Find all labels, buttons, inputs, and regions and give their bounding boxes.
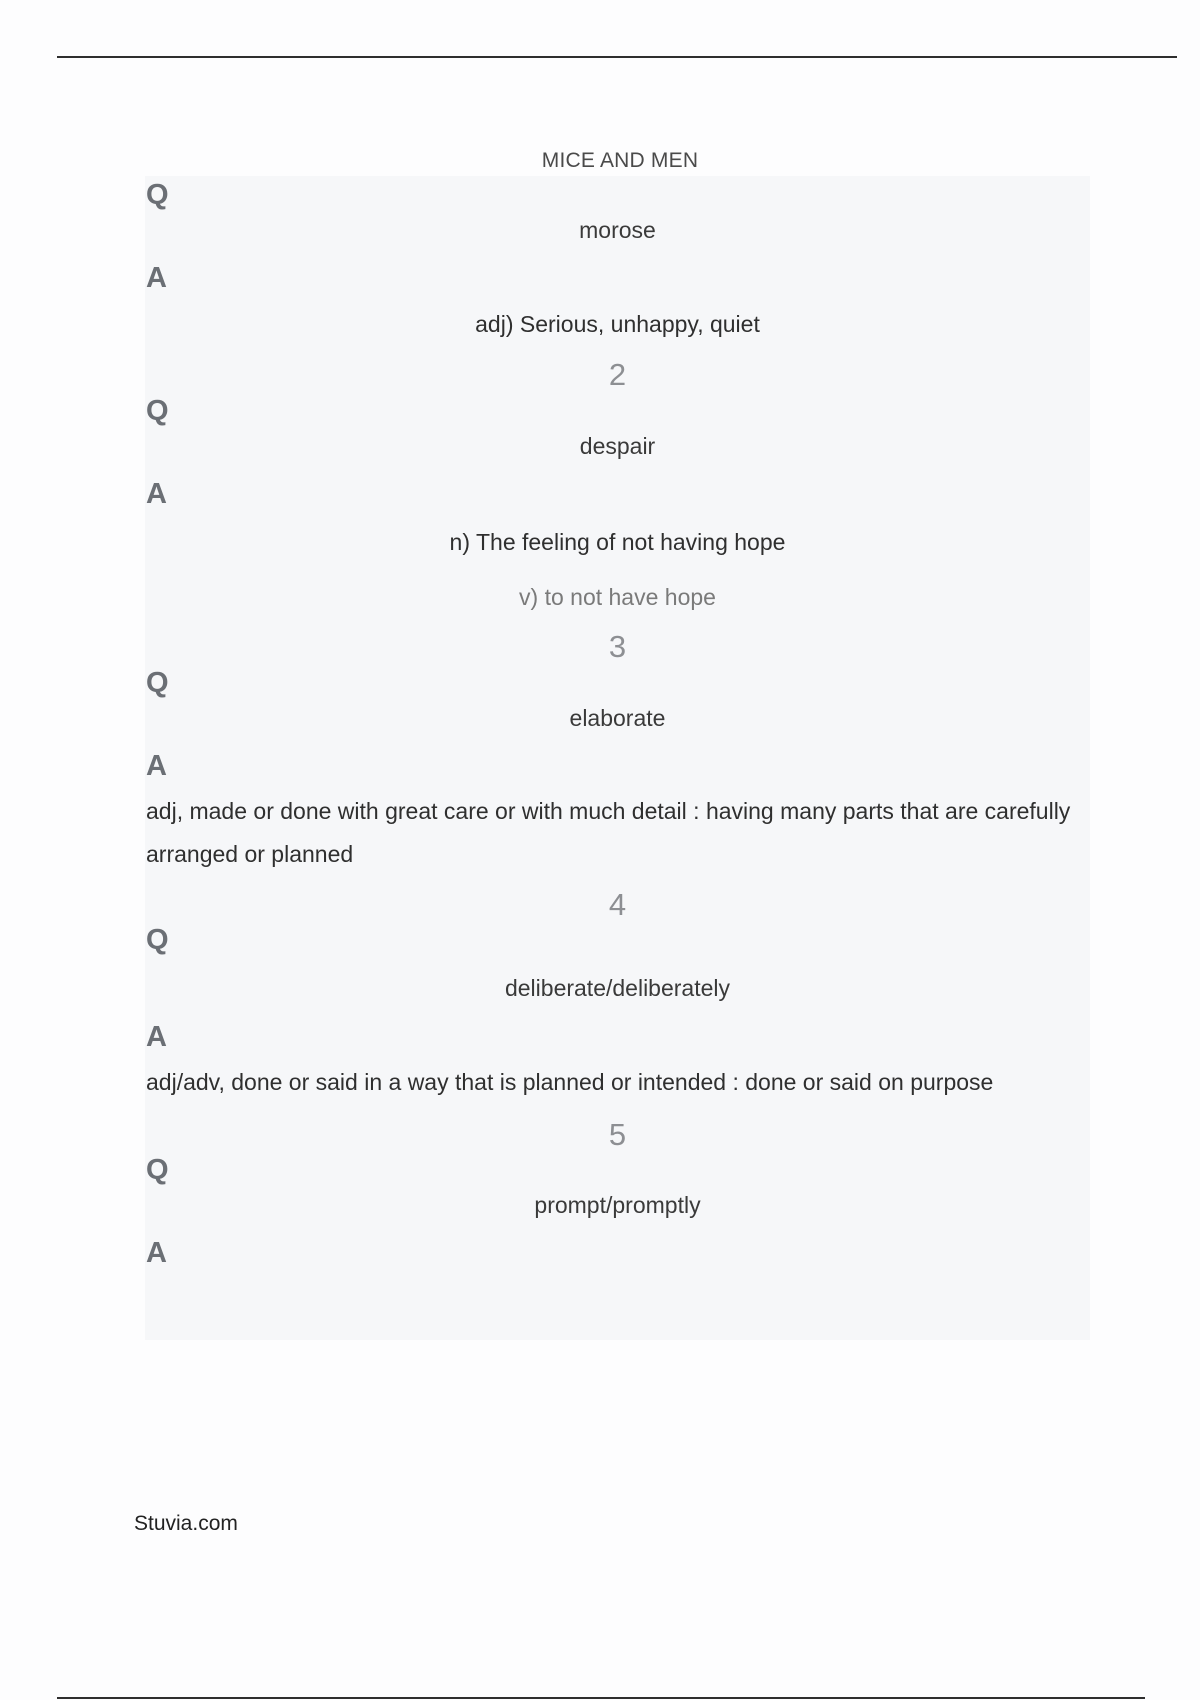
answer-marker: A xyxy=(146,262,167,294)
document-title: MICE AND MEN xyxy=(541,149,699,172)
question-marker: Q xyxy=(146,1154,169,1186)
card-3-term: elaborate xyxy=(569,705,666,731)
question-marker: Q xyxy=(146,179,169,211)
flashcard-panel xyxy=(145,176,1090,1340)
footer-source: Stuvia.com xyxy=(134,1512,238,1535)
bottom-rule xyxy=(57,1697,1145,1699)
answer-marker: A xyxy=(146,1021,167,1053)
card-5-number: 5 xyxy=(608,1117,627,1152)
card-2-definition-verb: v) to not have hope xyxy=(519,584,716,610)
card-1-term: morose xyxy=(579,217,656,243)
card-5-term: prompt/promptly xyxy=(534,1192,701,1218)
question-marker: Q xyxy=(146,395,169,427)
card-3-definition: adj, made or done with great care or with much detail : having many parts that are carefully arranged or planned xyxy=(146,798,1071,867)
card-4-term: deliberate/deliberately xyxy=(504,975,731,1001)
card-4-number: 4 xyxy=(608,887,627,922)
card-2-term: despair xyxy=(579,433,656,459)
card-4-definition: adj/adv, done or said in a way that is planned or intended : done or said on purpose xyxy=(146,1069,994,1095)
card-2-number: 2 xyxy=(608,357,627,392)
answer-marker: A xyxy=(146,750,167,782)
card-3-number: 3 xyxy=(608,629,627,664)
answer-marker: A xyxy=(146,1237,167,1269)
question-marker: Q xyxy=(146,924,169,956)
top-rule xyxy=(57,56,1177,58)
card-2-definition-noun: n) The feeling of not having hope xyxy=(449,529,786,555)
answer-marker: A xyxy=(146,478,167,510)
question-marker: Q xyxy=(146,667,169,699)
card-1-definition: adj) Serious, unhappy, quiet xyxy=(475,311,760,337)
